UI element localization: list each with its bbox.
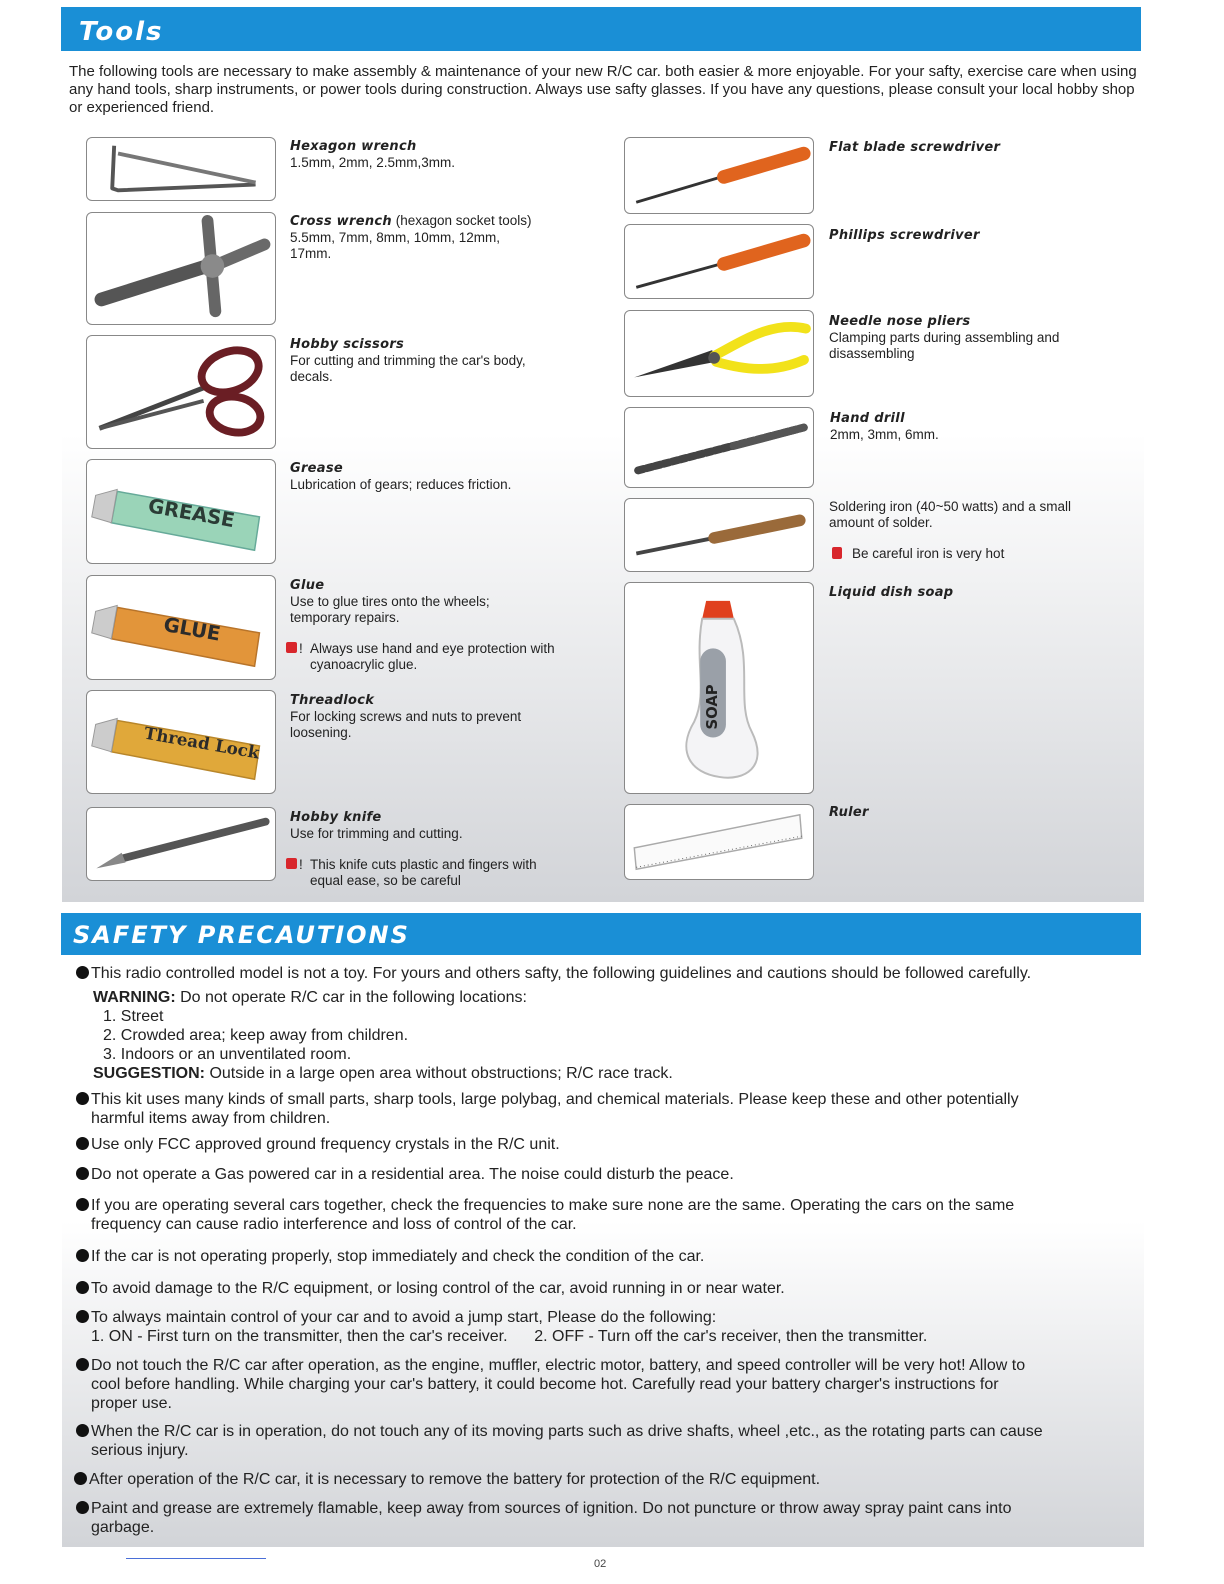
hand-drill-image (624, 407, 814, 488)
hobby-knife-text (290, 809, 570, 889)
hand-drill-text (830, 410, 1130, 443)
tool-name: Phillips screwdriver (829, 228, 980, 243)
tool-name: Flat blade screwdriver (829, 140, 1001, 155)
bullet-icon (74, 1472, 87, 1485)
drill-bit-icon (625, 408, 813, 487)
tool-name: Cross wrench (290, 214, 392, 229)
cross-wrench-icon (87, 213, 275, 324)
bullet-icon (76, 1092, 89, 1105)
grease-tube-icon (87, 460, 275, 563)
tool-description: 2mm, 3mm, 6mm. (830, 427, 939, 442)
safety-item-fcc: Use only FCC approved ground frequency crystals in the R/C unit. (76, 1135, 560, 1154)
bullet-icon (76, 1281, 89, 1294)
safety-item-battery: After operation of the R/C car, it is necessary to remove the battery for protection of the R/C equipment. (74, 1470, 820, 1489)
bullet-icon (76, 1501, 89, 1514)
safety-item-small-parts: This kit uses many kinds of small parts, sharp tools, large polybag, and chemical materials. Please keep these and other potentially (76, 1090, 1019, 1109)
location-2: 2. Crowded area; keep away from children. (103, 1027, 409, 1044)
safety-heading: SAFETY PRECAUTIONS (61, 913, 1141, 955)
dish-soap-text (829, 584, 1129, 601)
warning-mark: ! (299, 857, 303, 872)
warning-icon (832, 547, 842, 559)
tool-name: Hobby knife (290, 810, 382, 825)
tool-description: For locking screws and nuts to prevent loosening. (290, 709, 522, 740)
bullet-icon (76, 1198, 89, 1211)
warning-mark: ! (299, 641, 303, 656)
tool-description: Use for trimming and cutting. (290, 826, 463, 841)
threadlock-tube-icon (87, 691, 275, 793)
bullet-icon (76, 1310, 89, 1323)
hobby-knife-icon (87, 808, 275, 880)
grease-text (290, 460, 590, 493)
safety-item-water: To avoid damage to the R/C equipment, or losing control of the car, avoid running in or near water. (76, 1279, 785, 1298)
tool-description: Soldering iron (40~50 watts) and a small amount of solder. (829, 499, 1072, 530)
tool-name: Liquid dish soap (829, 585, 954, 600)
tool-name: Glue (290, 578, 325, 593)
suggestion-text: Outside in a large open area without obstructions; R/C race track. (205, 1065, 673, 1082)
ruler-text (829, 804, 1129, 821)
glue-image (86, 575, 276, 680)
phillips-screwdriver-text (829, 227, 1129, 244)
hobby-scissors-text (290, 336, 570, 385)
hexagon-wrench-image (86, 137, 276, 201)
flat-screwdriver-image (624, 137, 814, 214)
tool-name-suffix: (hexagon socket tools) (391, 213, 532, 228)
warning-icon (286, 642, 297, 653)
page-number: 02 (594, 1558, 607, 1570)
hobby-scissors-image (86, 335, 276, 449)
flat-screwdriver-text (829, 139, 1129, 156)
cross-wrench-image (86, 212, 276, 325)
tool-name: Ruler (829, 805, 869, 820)
hobby-knife-image (86, 807, 276, 881)
soldering-iron-icon (625, 499, 813, 571)
tool-name: Hobby scissors (290, 337, 405, 352)
flat-screwdriver-icon (625, 138, 813, 213)
safety-item-moving-parts: When the R/C car is in operation, do not touch any of its moving parts such as drive shafts, wheel ,etc., as the rotating parts can cause (76, 1422, 1043, 1441)
warning-text: This knife cuts plastic and fingers with equal ease, so be careful (310, 857, 537, 888)
warning-text: Do not operate R/C car in the following locations: (175, 989, 527, 1006)
tool-description: 5.5mm, 7mm, 8mm, 10mm, 12mm, 17mm. (290, 230, 501, 261)
hexagon-wrench-icon (87, 138, 275, 200)
safety-item-small-parts-cont: harmful items away from children. (91, 1110, 331, 1127)
tool-description: Use to glue tires onto the wheels; temporary repairs. (290, 594, 490, 625)
warning-icon (286, 858, 297, 869)
bullet-icon (76, 966, 89, 979)
safety-item-moving-parts-cont: serious injury. (91, 1442, 189, 1459)
safety-item-flamable: Paint and grease are extremely flamable, keep away from sources of ignition. Do not puncture or throw away spray paint cans into (76, 1499, 1011, 1518)
safety-item-gas: Do not operate a Gas powered car in a residential area. The noise could disturb the peace. (76, 1165, 734, 1184)
bullet-icon (76, 1137, 89, 1150)
glue-tube-icon (87, 576, 275, 679)
soap-bottle-icon (625, 583, 813, 793)
safety-item-hot: Do not touch the R/C car after operation, as the engine, muffler, electric motor, battery, and speed controller will be very hot! Allow to (76, 1356, 1025, 1375)
bullet-icon (76, 1249, 89, 1262)
safety-item-hot-cont-1: cool before handling. While charging your car's battery, it could become hot. Carefully read your battery charger's instructions for (91, 1376, 999, 1393)
warning-text: Be careful iron is very hot (852, 546, 1005, 561)
ruler-image (624, 804, 814, 880)
tool-name: Threadlock (290, 693, 375, 708)
bullet-icon (76, 1358, 89, 1371)
safety-item-frequencies: If you are operating several cars together, check the frequencies to make sure none are the same. Operating the cars on the same (76, 1196, 1014, 1215)
safety-item-frequencies-cont: frequency can cause radio interference and loss of control of the car. (91, 1216, 577, 1233)
ruler-icon (625, 805, 813, 879)
phillips-screwdriver-icon (625, 225, 813, 298)
knife-warning (286, 857, 565, 889)
safety-item-flamable-cont: garbage. (91, 1519, 155, 1536)
svg-text:GREASE: GREASE (146, 494, 237, 533)
tool-description: Clamping parts during assembling and disassembling (829, 330, 1060, 361)
soldering-iron-image (624, 498, 814, 572)
hexagon-wrench-text (290, 138, 590, 171)
dish-soap-image (624, 582, 814, 794)
safety-item-control-steps: 1. ON - First turn on the transmitter, then the car's receiver. 2. OFF - Turn off the car's receiver, then the transmitter. (91, 1328, 928, 1345)
tool-name: Hexagon wrench (290, 139, 417, 154)
threadlock-text (290, 692, 570, 741)
cross-wrench-text (290, 213, 560, 262)
scissors-icon (87, 336, 275, 448)
glue-warning (286, 641, 575, 673)
location-1: 1. Street (103, 1008, 164, 1025)
tool-name: Hand drill (830, 411, 905, 426)
pliers-icon (625, 311, 813, 396)
soldering-iron-text (829, 499, 1119, 562)
warning-text: Always use hand and eye protection with cyanoacrylic glue. (310, 641, 555, 672)
bullet-icon (76, 1424, 89, 1437)
footer-rule (126, 1558, 266, 1559)
tool-description: For cutting and trimming the car's body, decals. (290, 353, 526, 384)
safety-item-control: To always maintain control of your car and to avoid a jump start, Please do the following: (76, 1308, 716, 1327)
soldering-warning (832, 546, 1119, 562)
safety-item-hot-cont-2: proper use. (91, 1395, 172, 1412)
safety-item-not-operating: If the car is not operating properly, stop immediately and check the condition of the car. (76, 1247, 704, 1266)
suggestion-line (93, 1064, 673, 1083)
bullet-icon (76, 1167, 89, 1180)
tool-description: 1.5mm, 2mm, 2.5mm,3mm. (290, 155, 456, 170)
glue-text (290, 577, 570, 673)
tool-name: Grease (290, 461, 344, 476)
warning-line (93, 988, 527, 1007)
phillips-screwdriver-image (624, 224, 814, 299)
location-3: 3. Indoors or an unventilated room. (103, 1046, 352, 1063)
safety-text: This radio controlled model is not a toy. For yours and others safty, the following guidelines and cautions should be followed carefully. (91, 965, 1032, 982)
suggestion-label: SUGGESTION: (93, 1065, 206, 1082)
warning-label: WARNING: (93, 989, 176, 1006)
needle-nose-pliers-image (624, 310, 814, 397)
threadlock-image (86, 690, 276, 794)
safety-item-toy (76, 964, 1031, 983)
svg-text:Thread Lock: Thread Lock (142, 722, 262, 763)
grease-image (86, 459, 276, 564)
svg-text:GLUE: GLUE (161, 613, 223, 646)
svg-text:SOAP: SOAP (704, 684, 722, 730)
pliers-text (829, 313, 1109, 362)
tools-intro: The following tools are necessary to make assembly & maintenance of your new R/C car. both easier & more enjoyable. For your safty, exercise care when using any hand tools, sharp instruments, or power tools during construction. Always use safty glasses. If you have any questions, please consult your local hobby shop or experienced friend. (69, 63, 1137, 116)
tools-heading: Tools (61, 7, 1141, 51)
tool-description: Lubrication of gears; reduces friction. (290, 477, 512, 492)
tool-name: Needle nose pliers (829, 314, 971, 329)
